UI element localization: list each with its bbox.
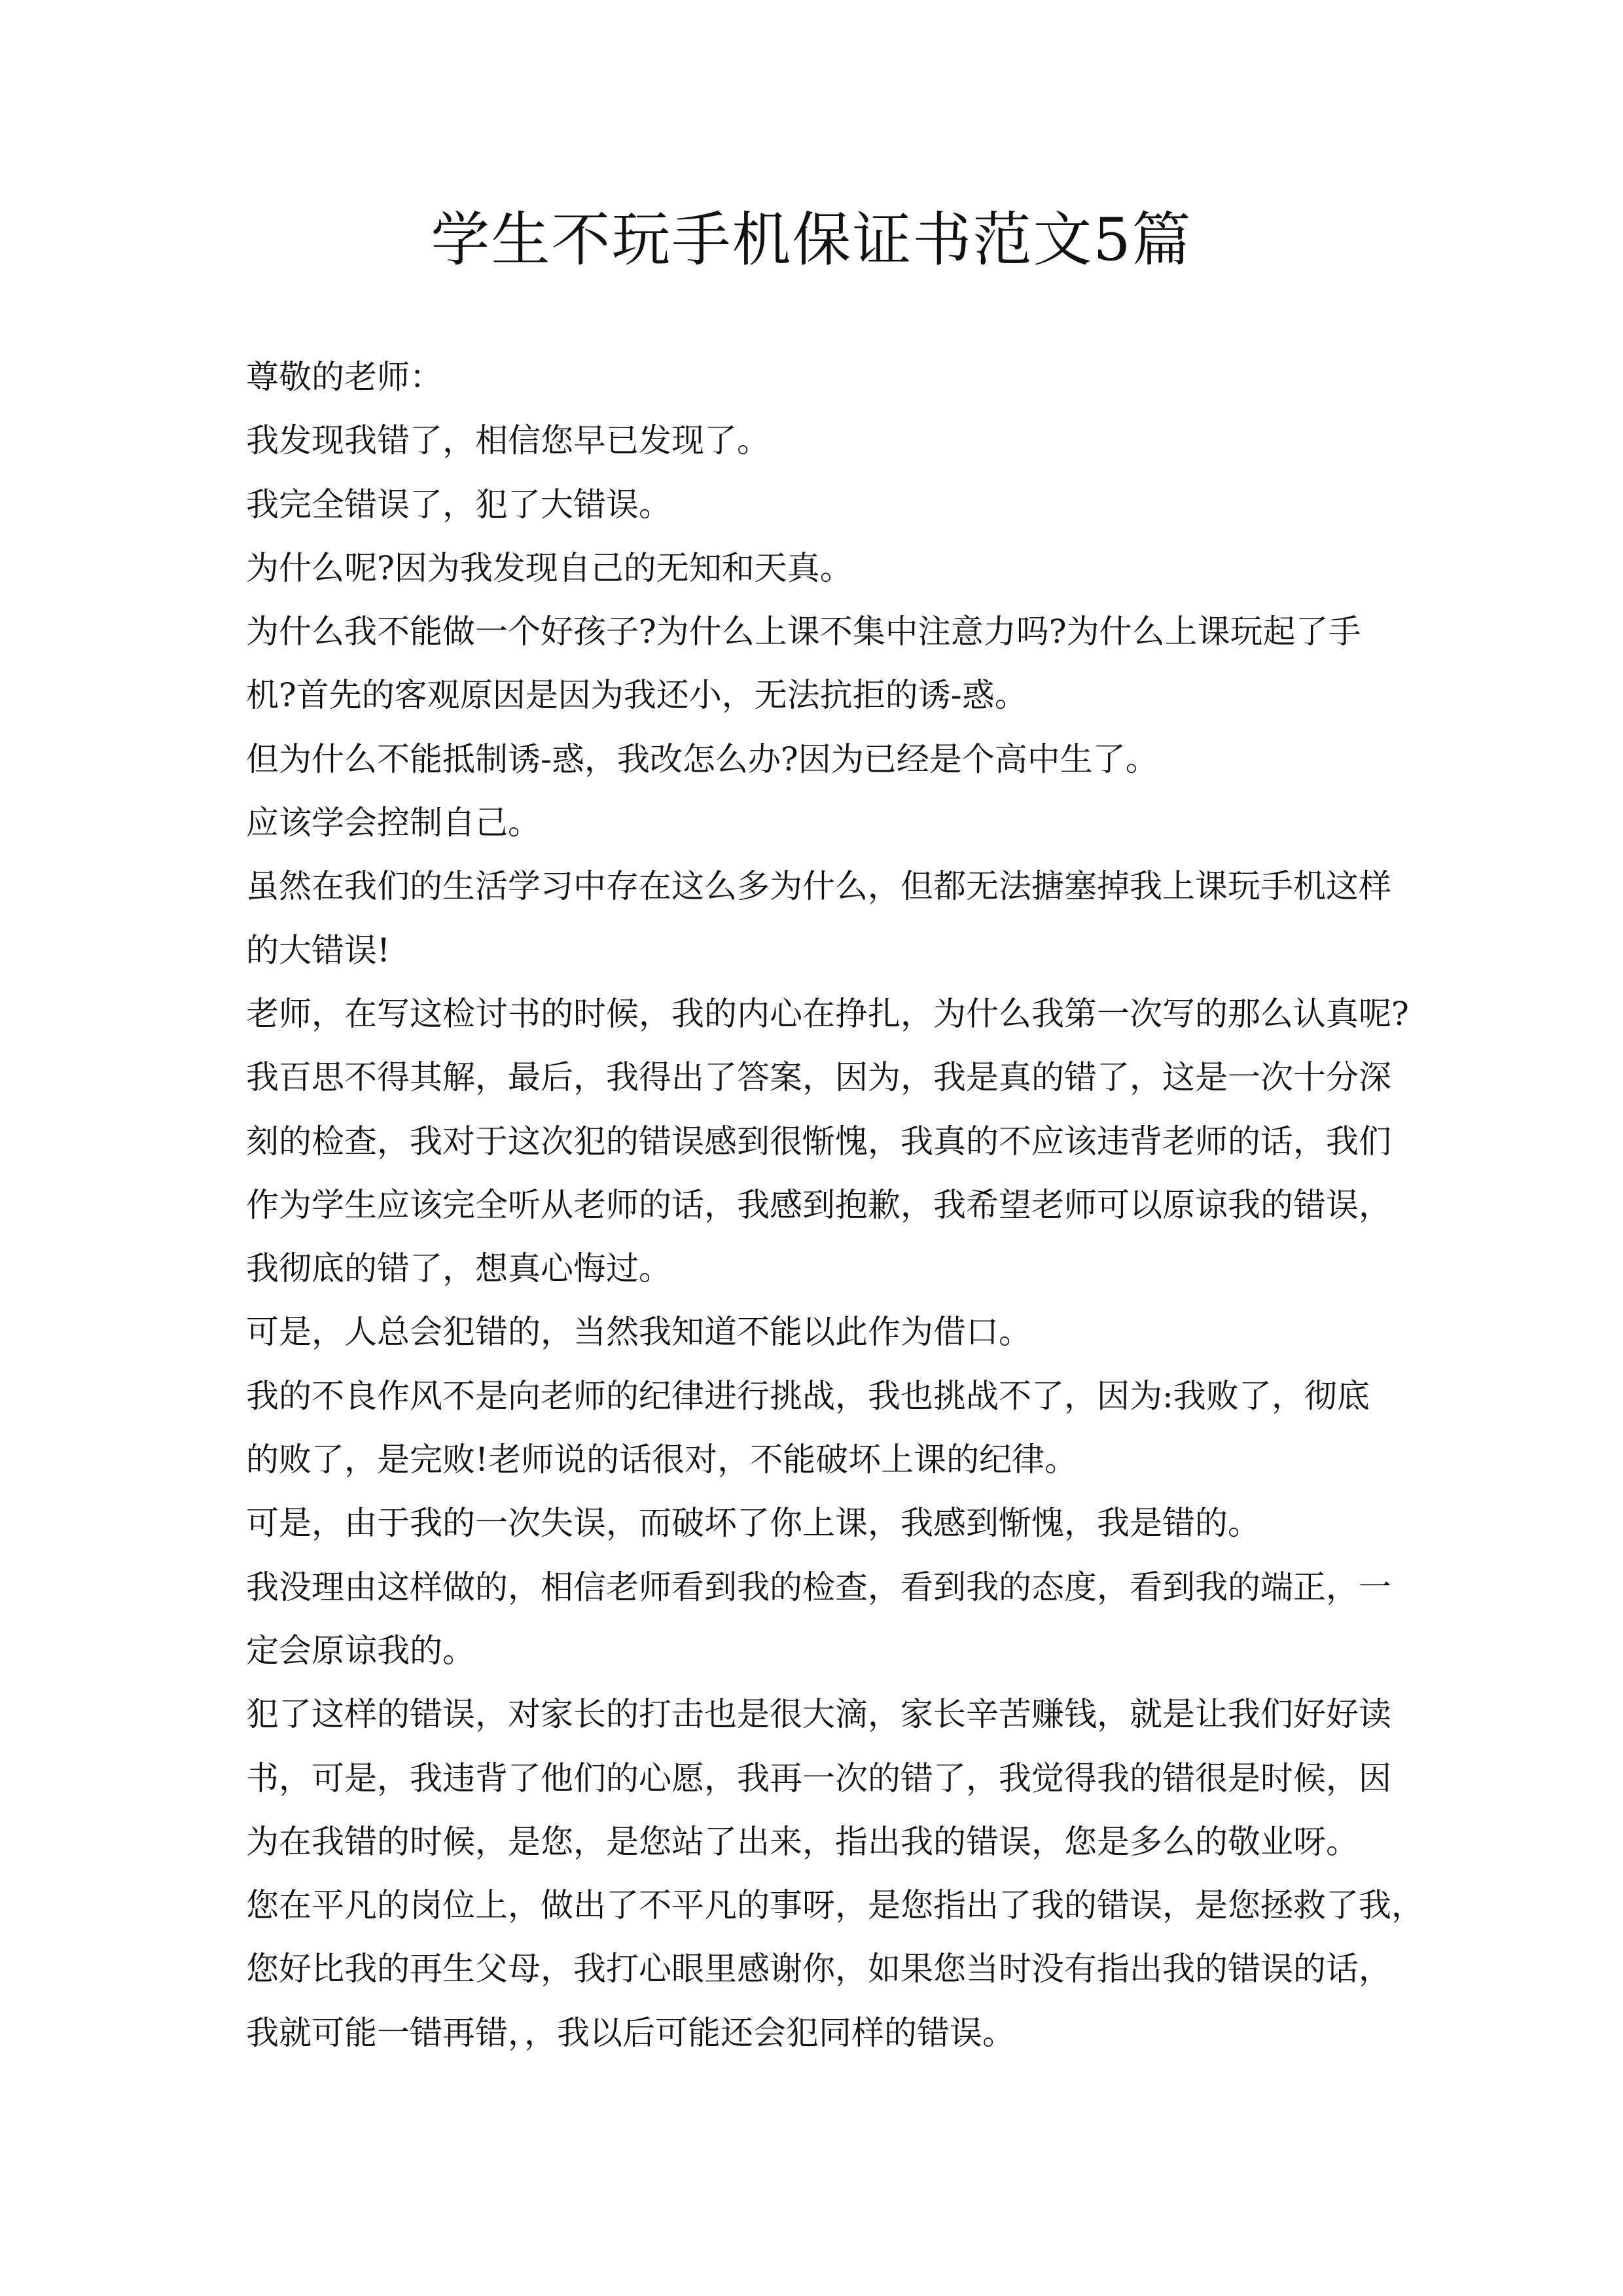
text-line: 虽然在我们的生活学习中存在这么多为什么，但都无法搪塞掉我上课玩手机这样 xyxy=(246,867,1391,906)
text-line: 您在平凡的岗位上，做出了不平凡的事呀，是您指出了我的错误，是您拯救了我， xyxy=(246,1886,1424,1925)
text-line: 书，可是，我违背了他们的心愿，我再一次的错了，我觉得我的错很是时候，因 xyxy=(246,1759,1391,1797)
text-line: 我没理由这样做的，相信老师看到我的检查，看到我的态度，看到我的端正，一 xyxy=(246,1568,1391,1606)
text-line: 犯了这样的错误，对家长的打击也是很大滴，家长辛苦赚钱，就是让我们好好读 xyxy=(246,1695,1391,1734)
text-line: 为在我错的时候，是您，是您站了出来，指出我的错误，您是多么的敬业呀。 xyxy=(246,1822,1359,1861)
text-line: 老师，在写这检讨书的时候，我的内心在挣扎，为什么我第一次写的那么认真呢? xyxy=(246,994,1409,1033)
text-line: 我百思不得其解，最后，我得出了答案，因为，我是真的错了，这是一次十分深 xyxy=(246,1058,1391,1097)
text-line: 为什么我不能做一个好孩子?为什么上课不集中注意力吗?为什么上课玩起了手 xyxy=(246,613,1361,651)
text-line: 刻的检查，我对于这次犯的错误感到很惭愧，我真的不应该违背老师的话，我们 xyxy=(246,1122,1391,1160)
text-line: 的败了，是完败!老师说的话很对，不能破坏上课的纪律。 xyxy=(246,1441,1078,1479)
text-line: 定会原谅我的。 xyxy=(246,1631,475,1670)
text-line: 尊敬的老师： xyxy=(246,358,442,396)
text-line: 但为什么不能抵制诱-惑，我改怎么办?因为已经是个高中生了。 xyxy=(246,740,1158,778)
text-line: 为什么呢?因为我发现自己的无知和天真。 xyxy=(246,548,853,587)
text-line: 的大错误! xyxy=(246,931,391,969)
text-line: 应该学会控制自己。 xyxy=(246,804,541,842)
text-line: 我完全错误了，犯了大错误。 xyxy=(246,485,671,524)
document-body xyxy=(246,346,1424,2065)
text-line: 可是，人总会犯错的，当然我知道不能以此作为借口。 xyxy=(246,1313,1031,1352)
text-line: 您好比我的再生父母，我打心眼里感谢你，如果您当时没有指出我的错误的话， xyxy=(246,1950,1391,1988)
text-line: 作为学生应该完全听从老师的话，我感到抱歉，我希望老师可以原谅我的错误， xyxy=(246,1185,1391,1224)
text-line: 我彻底的错了，想真心悔过。 xyxy=(246,1249,671,1288)
text-line: 可是，由于我的一次失误，而破坏了你上课，我感到惭愧，我是错的。 xyxy=(246,1504,1260,1543)
document-title: 学生不玩手机保证书范文5篇 xyxy=(431,206,1192,274)
text-line: 我的不良作风不是向老师的纪律进行挑战，我也挑战不了，因为:我败了，彻底 xyxy=(246,1376,1370,1415)
text-line: 我发现我错了，相信您早已发现了。 xyxy=(246,422,770,460)
text-line: 我就可能一错再错，，我以后可能还会犯同样的错误。 xyxy=(246,2013,1015,2052)
text-line: 机?首先的客观原因是因为我还小，无法抗拒的诱-惑。 xyxy=(246,676,1027,715)
